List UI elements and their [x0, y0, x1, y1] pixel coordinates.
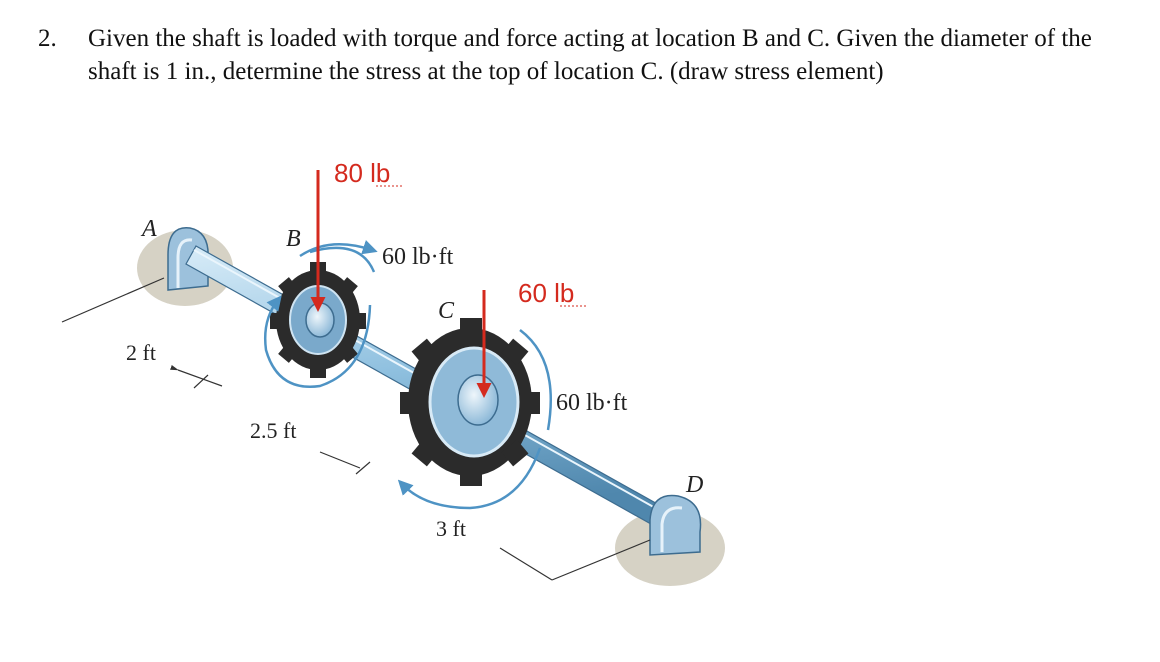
label-torque-c: 60 lb·ft: [556, 390, 628, 416]
label-force-b: 80 lb: [334, 158, 391, 188]
problem-text-1: Given the shaft is loaded with torque and force acting at location B and C. Given the diameter of the: [88, 25, 1092, 52]
label-dim-bc: 2.5 ft: [250, 418, 297, 443]
label-point-a: A: [142, 216, 157, 242]
label-dim-cd: 3 ft: [436, 516, 466, 541]
label-dim-ab: 2 ft: [126, 340, 156, 365]
label-force-c: 60 lb: [518, 278, 575, 308]
gear-c-hub: [458, 375, 498, 425]
label-torque-b: 60 lb·ft: [382, 244, 454, 270]
problem-line-2: shaft is 1 in., determine the stress at the top of location C. (draw stress element): [88, 58, 884, 85]
gear-c: [400, 318, 540, 486]
gear-b-hub: [306, 303, 334, 337]
label-point-c: C: [438, 298, 455, 324]
problem-number: 2.: [38, 25, 57, 52]
label-point-d: D: [686, 472, 704, 498]
label-point-b: B: [286, 226, 301, 252]
support-d: [650, 496, 701, 556]
